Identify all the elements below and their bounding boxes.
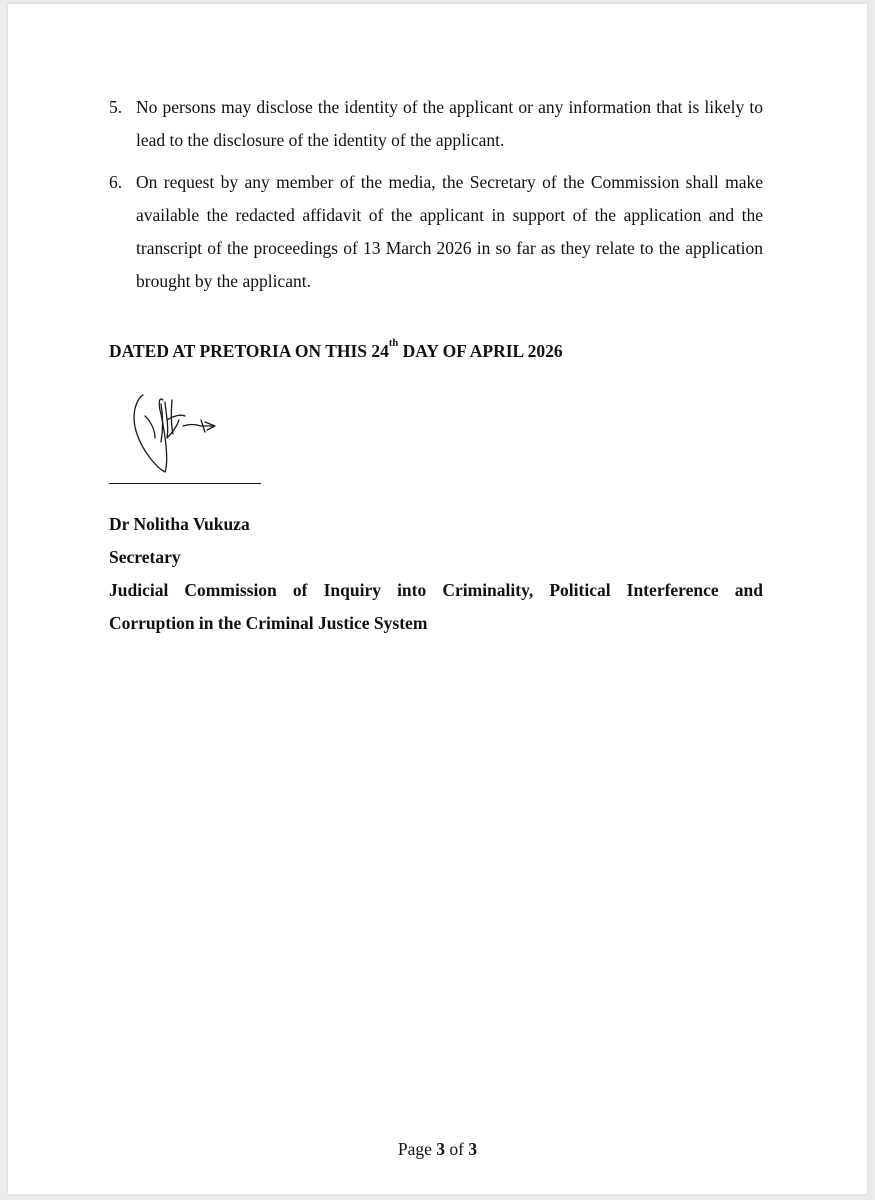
- dated-ordinal-suffix: th: [388, 338, 399, 349]
- order-item-text: On request by any member of the media, the Secretary of the Commission shall make available the redacted affidavit of the applicant in support of the application and the transcript of the proceedings of 13 March 2026 in so far as they relate to the application brought by the applicant.: [136, 172, 763, 291]
- of-label: of: [449, 1139, 464, 1159]
- signatory-title: Secretary: [109, 547, 181, 567]
- order-item-number: 6.: [109, 172, 123, 192]
- page-number: [8, 1139, 867, 1160]
- dated-statement: [109, 338, 563, 362]
- order-item-number: 5.: [109, 97, 123, 117]
- signatory-organization-line-2: Corruption in the Criminal Justice System: [109, 613, 428, 633]
- signatory-block: [109, 508, 763, 640]
- handwritten-signature: [125, 386, 235, 476]
- document-page: [8, 4, 867, 1194]
- dated-suffix: DAY OF APRIL 2026: [398, 341, 563, 361]
- signatory-organization-line-1: Judicial Commission of Inquiry into Criminality, Political Interference and: [109, 580, 763, 600]
- dated-prefix: DATED AT PRETORIA ON THIS 24: [109, 341, 389, 361]
- signatory-name: Dr Nolitha Vukuza: [109, 514, 250, 534]
- total-pages-number: 3: [468, 1139, 478, 1159]
- page-label: Page: [397, 1139, 432, 1159]
- signature-line: [109, 483, 261, 484]
- current-page-number: 3: [436, 1139, 446, 1159]
- order-item-6: [109, 166, 763, 298]
- order-item-5: [109, 91, 763, 157]
- order-item-text: No persons may disclose the identity of the applicant or any information that is likely to lead to the disclosure of the identity of the applicant.: [136, 97, 763, 150]
